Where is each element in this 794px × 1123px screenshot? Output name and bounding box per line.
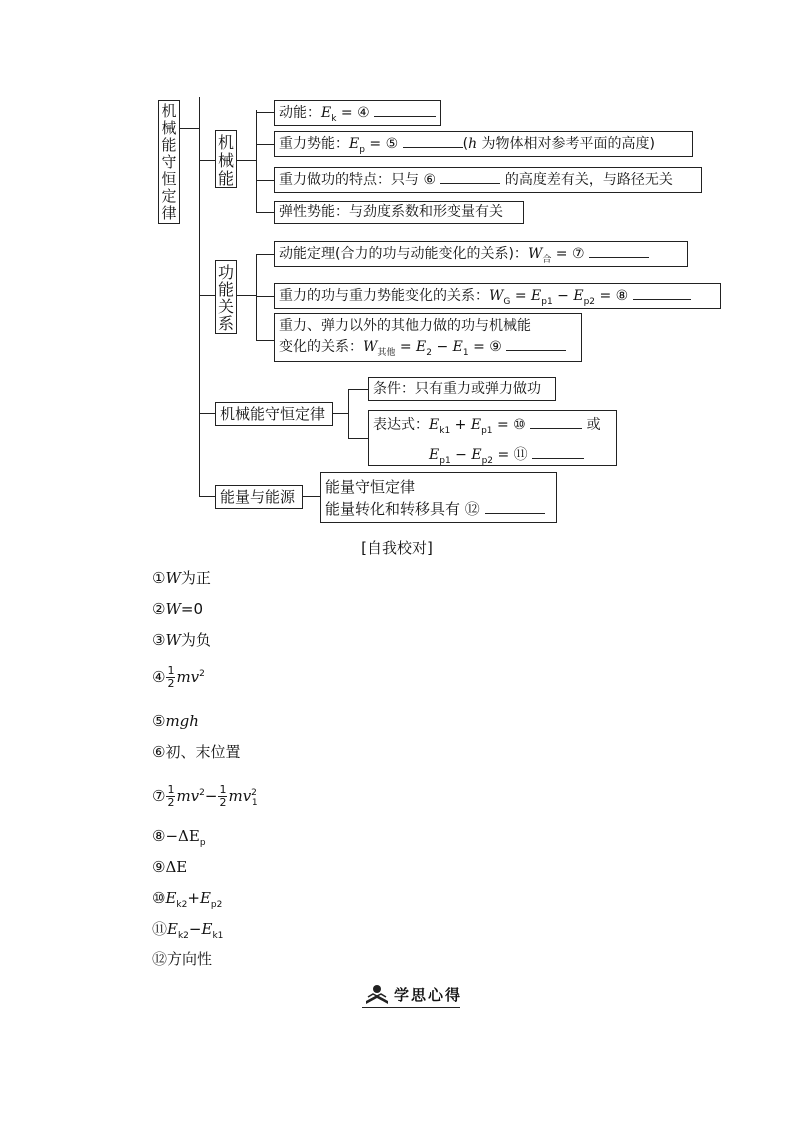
blank-6 (440, 169, 500, 184)
blank-7 (589, 243, 649, 258)
study-notes-heading: 学思心得 (362, 983, 462, 1009)
elastic-energy-box: 弹性势能：与劲度系数和形变量有关 (274, 201, 524, 224)
answer-12: ⑫方向性 (152, 950, 213, 968)
answer-10: $⑩E_{k2}+E_{p2}$ (152, 889, 223, 910)
blank-11 (532, 444, 584, 459)
expression-box: 表达式：$E_{k1} + E_{p1}$ = ⑩ 或 $E_{p1} - E_{p2}$ = ⑪ (368, 410, 617, 466)
answer-4: ④ $\frac{1}{2}$ $mv^2$ (152, 664, 205, 690)
answer-3: ③W为负 (152, 631, 211, 649)
answer-8: $⑧-\Delta E_p$ (152, 827, 206, 848)
self-check-title: [自我校对] (361, 539, 433, 557)
potential-energy-box: 重力势能：$E_p$ = ⑤ (h 为物体相对参考平面的高度) (274, 131, 693, 157)
answer-6: ⑥初、末位置 (152, 743, 241, 761)
energy-conservation-box: 能量守恒定律 能量转化和转移具有 ⑫ (320, 472, 557, 523)
answer-9: ⑨ΔE (152, 858, 188, 876)
work-energy-theorem-box: 动能定理(合力的功与动能变化的关系)：$W_合$ = ⑦ (274, 241, 688, 267)
kinetic-energy-box: 动能：$E_k$ = ④ (274, 100, 441, 126)
other-forces-box: 重力、弹力以外的其他力做的功与机械能 变化的关系：$W_{其他} = E_2 - E_1$ = ⑨ (274, 313, 582, 362)
condition-box: 条件：只有重力或弹力做功 (368, 377, 556, 401)
node-energy-source: 能量与能源 (215, 485, 303, 509)
blank-10 (530, 414, 582, 429)
answer-5: ⑤mgh (152, 712, 199, 730)
blank-12 (485, 499, 545, 514)
answer-11: $⑪E_{k2}-E_{k1}$ (152, 920, 224, 941)
blank-9 (506, 336, 566, 351)
answer-2: ②W=0 (152, 600, 203, 618)
blank-5 (403, 133, 463, 148)
blank-4 (374, 102, 436, 117)
gravity-work-box: 重力做功的特点：只与 ⑥ 的高度差有关，与路径无关 (274, 167, 702, 193)
gravity-potential-box: 重力的功与重力势能变化的关系：$W_G = E_{p1} - E_{p2}$ = ⑧ (274, 283, 721, 309)
root-node: 机 械 能 守 恒 定 律 (158, 100, 180, 224)
node-mechanical-energy: 机 械 能 (215, 130, 237, 188)
answer-1: ①W为正 (152, 569, 211, 587)
node-conservation-law: 机械能守恒定律 (215, 402, 333, 426)
answer-7: ⑦ $\frac{1}{2}$ $mv^2-$ $\frac{1}{2}$ $mv^2_1$ (152, 783, 258, 809)
reading-person-icon (364, 984, 390, 1006)
blank-8 (633, 285, 691, 300)
node-work-energy: 功 能 关 系 (215, 260, 237, 334)
